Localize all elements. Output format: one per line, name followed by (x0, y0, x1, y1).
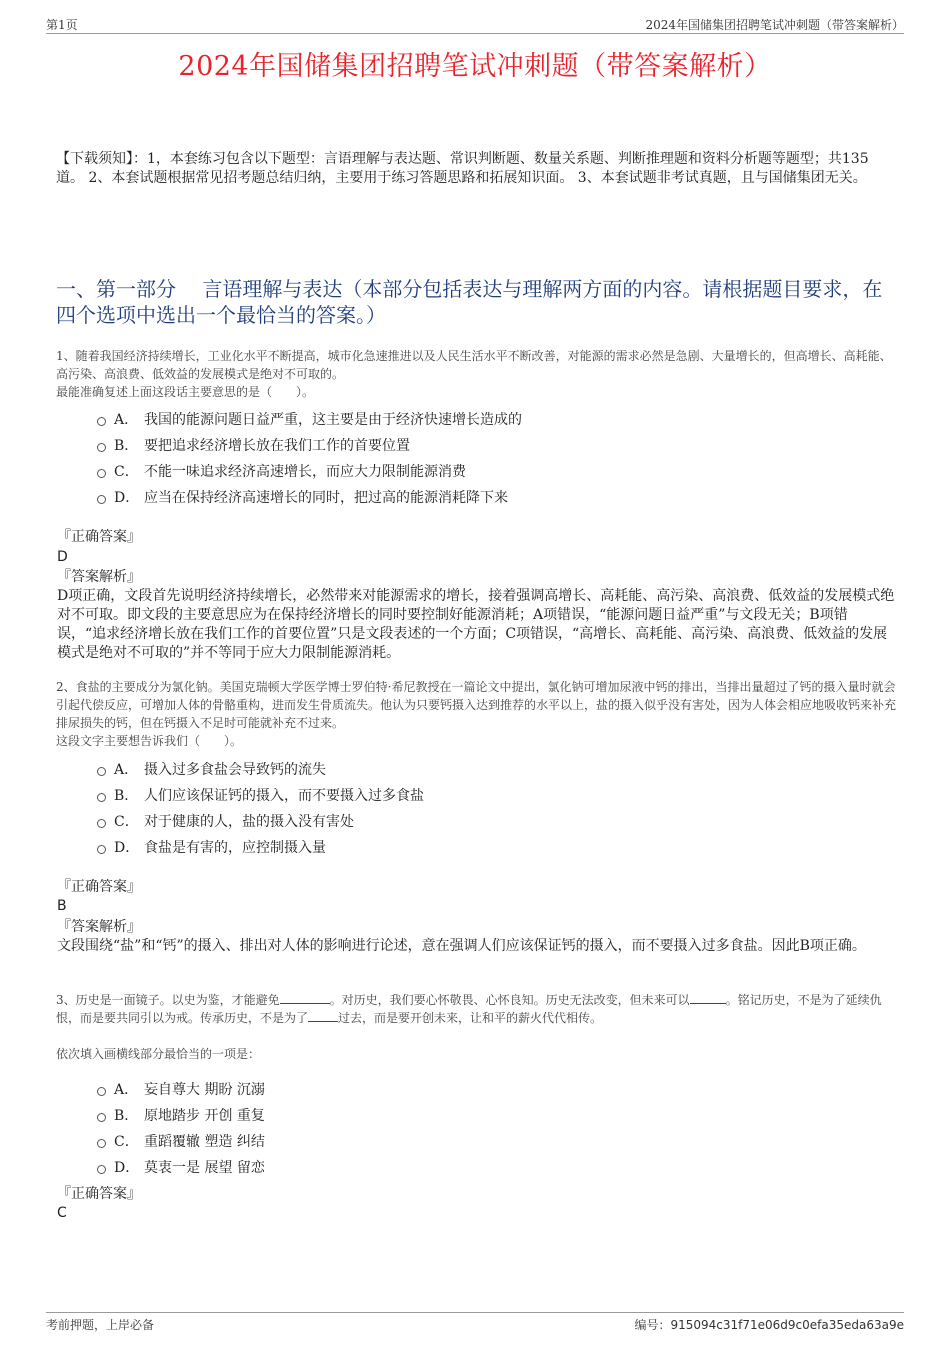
question-prompt: 依次填入画横线部分最恰当的一项是： (56, 1047, 261, 1061)
question-3 (56, 991, 896, 1027)
radio-icon[interactable] (97, 469, 106, 478)
page-header (46, 15, 904, 34)
radio-icon[interactable] (97, 845, 106, 854)
radio-icon[interactable] (97, 443, 106, 452)
option-a[interactable]: A． 摄入过多食盐会导致钙的流失 (97, 756, 424, 782)
correct-answer-label: 『正确答案』 (57, 879, 141, 895)
header-doc-title: 2024年国储集团招聘笔试冲刺题（带答案解析） (645, 18, 904, 32)
option-b[interactable]: B． 人们应该保证钙的摄入，而不要摄入过多食盐 (97, 782, 424, 808)
option-b[interactable]: B． 原地踏步 开创 重复 (97, 1102, 265, 1128)
question-1 (56, 347, 896, 401)
radio-icon[interactable] (97, 793, 106, 802)
options-q3 (97, 1076, 265, 1180)
options-q1 (97, 406, 522, 510)
question-prompt: 最能准确复述上面这段话主要意思的是（ ）。 (56, 385, 315, 399)
radio-icon[interactable] (97, 767, 106, 776)
footer-slogan: 考前押题，上岸必备 (46, 1318, 155, 1332)
radio-icon[interactable] (97, 1087, 106, 1096)
analysis-label: 『答案解析』 (57, 569, 141, 585)
option-d[interactable]: D． 食盐是有害的，应控制摄入量 (97, 834, 424, 860)
radio-icon[interactable] (97, 417, 106, 426)
radio-icon[interactable] (97, 1139, 106, 1148)
option-d[interactable]: D． 莫衷一是 展望 留恋 (97, 1154, 265, 1180)
option-d[interactable]: D． 应当在保持经济高速增长的同时，把过高的能源消耗降下来 (97, 484, 522, 510)
radio-icon[interactable] (97, 1113, 106, 1122)
radio-icon[interactable] (97, 819, 106, 828)
option-a[interactable]: A． 妄自尊大 期盼 沉溺 (97, 1076, 265, 1102)
correct-answer-value: B (57, 898, 67, 914)
question-stem: 3、历史是一面镜子。以史为鉴，才能避免 。对历史，我们要心怀敬畏、心怀良知。历史无法改变，但未来可以 。铭记历史，不是为了延续仇恨，而是要共同引以为戒。传承历史，不是为了 过去，而是要开创未来，让和平的薪火代代相传。 (56, 993, 882, 1025)
correct-answer-label: 『正确答案』 (57, 1186, 141, 1202)
option-c[interactable]: C． 不能一味追求经济高速增长，而应大力限制能源消费 (97, 458, 522, 484)
radio-icon[interactable] (97, 495, 106, 504)
document-title: 2024年国储集团招聘笔试冲刺题（带答案解析） (178, 51, 772, 82)
options-q2 (97, 756, 424, 860)
fill-blank[interactable] (280, 991, 330, 1004)
question-2 (56, 678, 896, 750)
question-prompt: 这段文字主要想告诉我们（ ）。 (56, 734, 243, 748)
analysis-label: 『答案解析』 (57, 919, 141, 935)
fill-blank[interactable] (690, 991, 726, 1004)
correct-answer-value: D (57, 549, 68, 565)
page-number: 第1页 (46, 18, 78, 32)
option-c[interactable]: C． 对于健康的人，盐的摄入没有害处 (97, 808, 424, 834)
download-notice: 【下载须知】：1，本套练习包含以下题型：言语理解与表达题、常识判断题、数量关系题、判断推理题和资料分析题等题型；共135道。 2、本套试题根据常见招考题总结归纳，主要用于练习答题思路和拓展知识面。 3、本套试题非考试真题，且与国储集团无关。 (56, 151, 869, 186)
correct-answer-value: C (57, 1205, 67, 1221)
correct-answer-label: 『正确答案』 (57, 529, 141, 545)
section-title: 一、第一部分 言语理解与表达（本部分包括表达与理解两方面的内容。请根据题目要求，在四个选项中选出一个最恰当的答案。） (56, 277, 883, 327)
question-stem: 2、食盐的主要成分为氯化钠。美国克瑞顿大学医学博士罗伯特·希尼教授在一篇论文中提出，氯化钠可增加尿液中钙的排出，当排出量超过了钙的摄入量时就会引起代偿反应，可增加人体的骨骼重构，进而发生骨质流失。他认为只要钙摄入达到推荐的水平以上，盐的摄入似乎没有害处，因为人体会相应地吸收钙来补充排尿损失的钙，但在钙摄入不足时可能就补充不过来。 (56, 680, 897, 730)
option-c[interactable]: C． 重蹈覆辙 塑造 纠结 (97, 1128, 265, 1154)
question-stem: 1、随着我国经济持续增长，工业化水平不断提高，城市化急速推进以及人民生活水平不断改善，对能源的需求必然是急剧、大量增长的，但高增长、高耗能、高污染、高浪费、低效益的发展模式是绝对不可取的。 (56, 349, 892, 381)
analysis-text: D项正确，文段首先说明经济持续增长，必然带来对能源需求的增长，接着强调高增长、高耗能、高污染、高浪费、低效益的发展模式绝对不可取。即文段的主要意思应为在保持经济增长的同时要控制好能源消耗；A项错误，“能源问题日益严重”与文段无关；B项错误，“追求经济增长放在我们工作的首要位置”只是文段表述的一个方面；C项错误，“高增长、高耗能、高污染、高浪费、低效益的发展模式是绝对不可取的”并不等同于应大力限制能源消耗。 (57, 588, 895, 661)
option-b[interactable]: B． 要把追求经济增长放在我们工作的首要位置 (97, 432, 522, 458)
analysis-text: 文段围绕“盐”和“钙”的摄入、排出对人体的影响进行论述，意在强调人们应该保证钙的摄入，而不要摄入过多食盐。因此B项正确。 (57, 938, 866, 954)
option-a[interactable]: A． 我国的能源问题日益严重，这主要是由于经济快速增长造成的 (97, 406, 522, 432)
radio-icon[interactable] (97, 1165, 106, 1174)
fill-blank[interactable] (308, 1009, 338, 1022)
document-code: 编号：915094c31f71e06d9c0efa35eda63a9e (634, 1318, 904, 1332)
page-footer (46, 1312, 904, 1333)
